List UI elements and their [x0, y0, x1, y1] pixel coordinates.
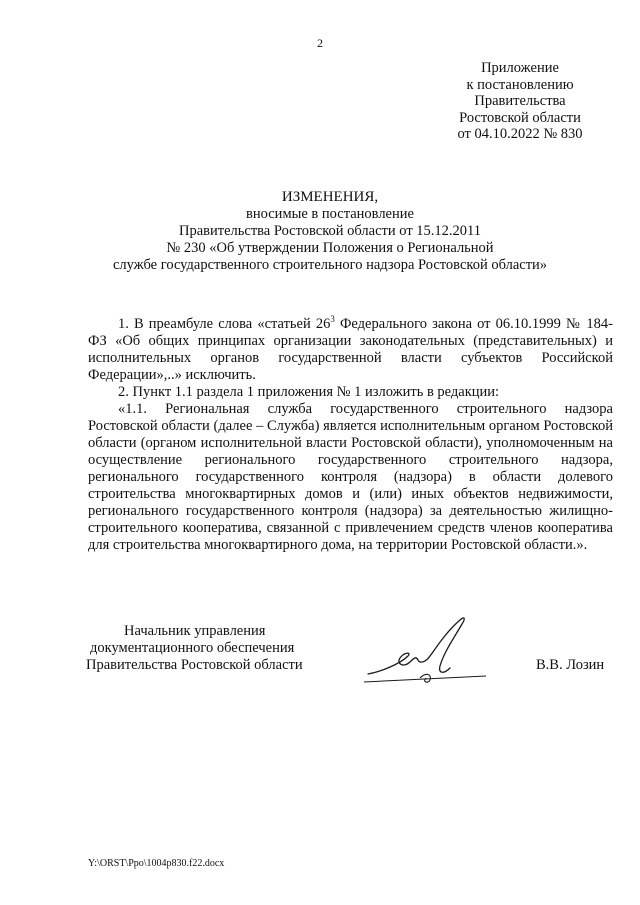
handwritten-signature-icon — [360, 612, 490, 692]
signatory-name: В.В. Лозин — [536, 657, 605, 673]
title-line: № 230 «Об утверждении Положения о Региональной — [166, 240, 494, 256]
page-number: 2 — [317, 36, 323, 50]
paragraph-3: «1.1. Региональная служба государственного строительного надзора Ростовской области (далее – Служба) является исполнительным органом Ростовской области (органом исполнительной власти Ростовской области), уполномоченным на осуществление регионального государственного строительного надзора, регионального государственного контроля (надзора) в области долевого строительства многоквартирных домов и (или) иных объектов недвижимости, регионального государственного контроля (надзора) за деятельностью жилищно-строительного кооператива, связанной с привлечением средств членов кооператива для строительства многоквартирного дома, на территории Ростовской области.». — [88, 401, 613, 553]
position-line: Правительства Ростовской области — [86, 657, 303, 673]
signatory-position — [86, 623, 336, 674]
title-line: службе государственного строительного надзора Ростовской области» — [112, 257, 548, 273]
position-line: документационного обеспечения — [90, 640, 295, 656]
appendix-line: Ростовской области — [459, 109, 581, 126]
paragraph-1-end: Федерального закона от 06.10.1999 № 184-ФЗ «Об общих принципах организации законодательных (представительных) и исполнительных органов государственной власти субъектов Российской Федерации»,..» исключить. — [88, 316, 613, 383]
appendix-line: к постановлению — [466, 76, 574, 93]
title-heading: ИЗМЕНЕНИЯ, — [281, 189, 379, 205]
appendix-line: от 04.10.2022 № 830 — [457, 126, 583, 142]
superscript: 3 — [330, 314, 335, 325]
appendix-line: Приложение — [481, 60, 559, 76]
paragraph-1-start: 1. В преамбуле слова «статьей 26 — [118, 316, 331, 332]
appendix-block — [440, 60, 600, 143]
position-line: Начальник управления — [124, 623, 266, 639]
title-line: вносимые в постановление — [246, 206, 414, 222]
document-title — [60, 189, 600, 274]
file-path-footer: Y:\ORST\Ppo\1004p830.f22.docx — [88, 858, 225, 869]
document-body — [88, 316, 613, 554]
paragraph-2: 2. Пункт 1.1 раздела 1 приложения № 1 изложить в редакции: — [118, 384, 500, 400]
paragraph-1 — [88, 316, 613, 384]
title-line: Правительства Ростовской области от 15.12.2011 — [179, 223, 481, 239]
appendix-line: Правительства — [474, 93, 566, 109]
